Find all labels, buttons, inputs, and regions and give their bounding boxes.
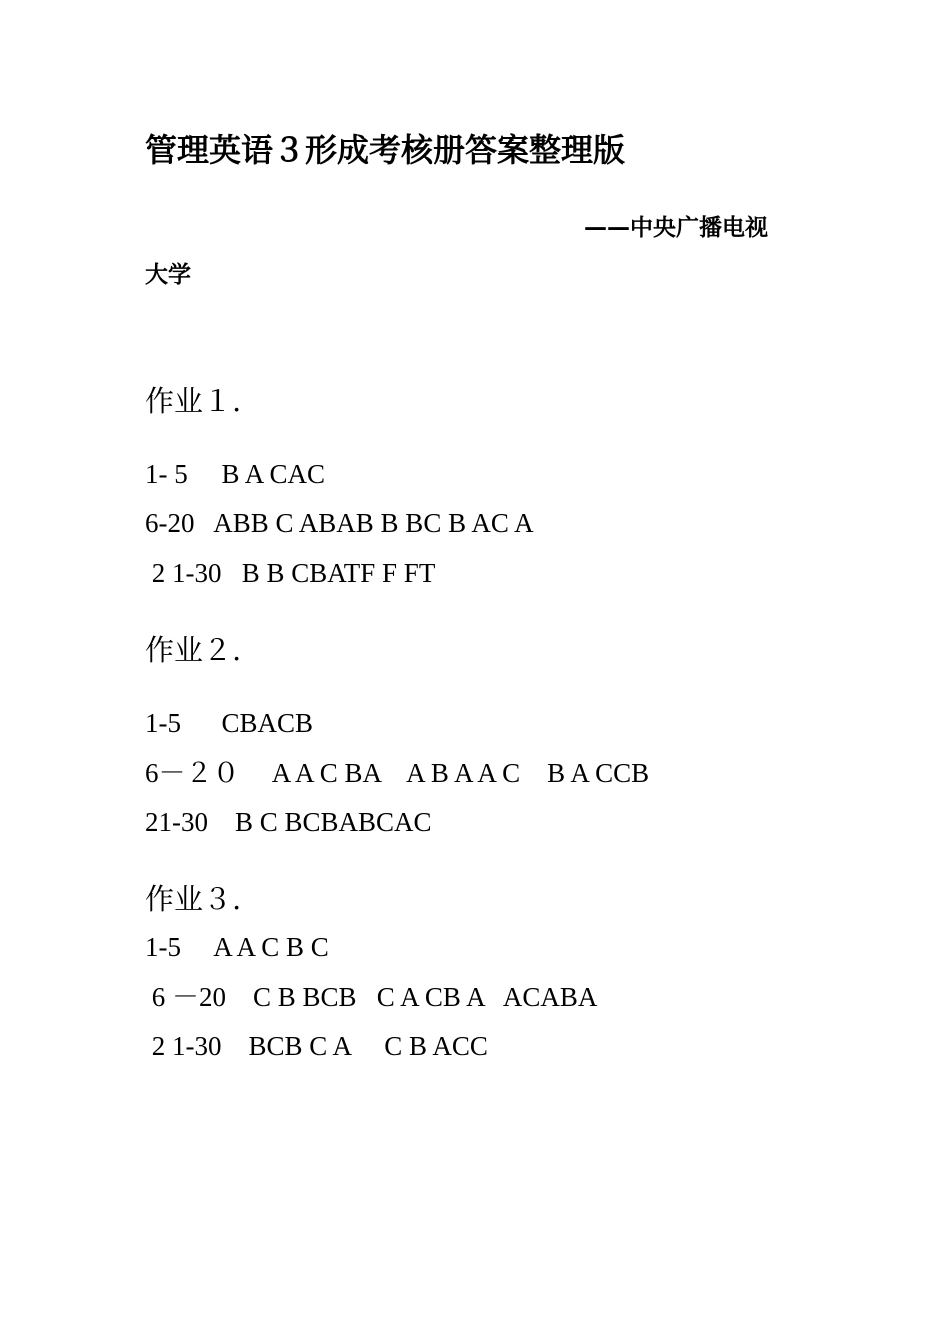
assignment-2-answers-21-30: 21-30 B C BCBABCAC — [145, 807, 432, 837]
assignment-2-heading: 作业２. — [145, 633, 242, 667]
attribution-line-2: 大学 — [145, 262, 191, 288]
assignment-1-heading: 作业１. — [145, 384, 242, 418]
assignment-1-answers-6-20: 6-20 ABB C ABAB B BC B AC A — [145, 508, 534, 538]
assignment-1-answers-1-5: 1- 5 B A CAC — [145, 459, 326, 489]
assignment-3-answers-21-30: 2 1-30 BCB C A C B ACC — [145, 1031, 488, 1061]
assignment-3-answers-1-5: 1-5 A A C B C — [145, 932, 329, 962]
assignment-1-answers-21-30: 2 1-30 B B CBATF F FT — [145, 558, 436, 588]
assignment-3-heading: 作业３. — [145, 882, 242, 916]
assignment-2-answers-1-5: 1-5 CBACB — [145, 708, 314, 738]
attribution-line-1: ——中央广播电视 — [584, 215, 768, 241]
document-title: 管理英语３形成考核册答案整理版 — [145, 131, 626, 169]
assignment-3-answers-6-20: 6 －20 C B BCB C A CB A ACABA — [145, 982, 598, 1012]
assignment-2-answers-6-20: 6－２０ A A C BA A B A A C B A CCB — [145, 758, 650, 788]
